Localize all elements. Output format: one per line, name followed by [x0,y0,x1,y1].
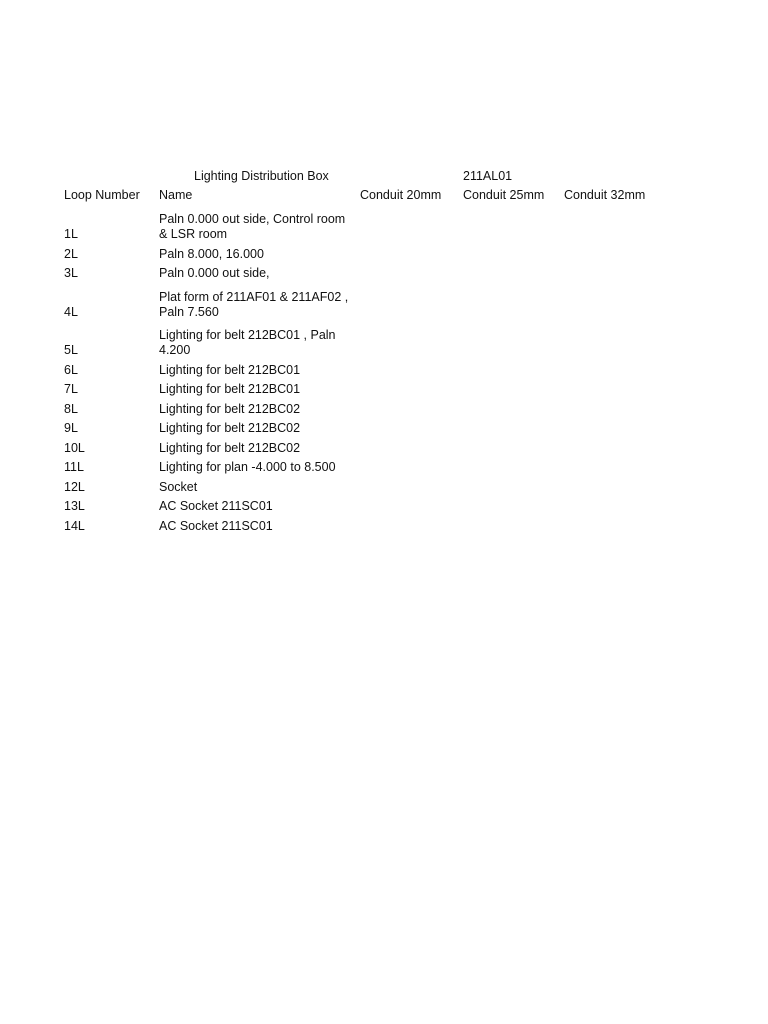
table-row [0,323,768,362]
loop-number-cell: 7L [64,382,78,396]
table-row [0,420,768,440]
table-row [0,361,768,381]
loop-number-cell: 5L [64,343,78,357]
table-row [0,517,768,537]
loop-number-cell: 4L [64,304,78,319]
loop-name-cell: Lighting for belt 212BC02 [159,440,301,455]
loop-number-cell: 10L [64,440,85,455]
table-row [0,439,768,459]
header-loop-number: Loop Number [64,188,140,202]
loop-name-cell: Plat form of 211AF01 & 211AF02 , Paln 7.560 [159,289,349,319]
loop-number-cell: 12L [64,479,85,494]
loop-number-cell: 2L [64,246,78,261]
loop-name-cell: Paln 0.000 out side, [159,266,270,280]
table-row [0,265,768,285]
table-row [0,206,768,245]
loop-number-cell: 1L [64,227,78,241]
table-row [0,381,768,401]
header-name: Name [159,188,193,202]
loop-name-cell: Lighting for belt 212BC01 [159,382,301,396]
table-row [0,400,768,420]
loop-number-cell: 8L [64,401,78,416]
loop-name-cell: AC Socket 211SC01 [159,518,273,533]
loop-number-cell: 13L [64,499,85,513]
table-row [0,478,768,498]
table-row [0,284,768,323]
table-row [0,245,768,265]
loop-table [0,206,768,537]
loop-name-cell: Lighting for plan -4.000 to 8.500 [159,460,336,474]
sheet-title: Lighting Distribution Box [194,169,329,183]
loop-name-cell: Lighting for belt 212BC02 [159,421,301,435]
loop-name-cell: AC Socket 211SC01 [159,499,273,513]
loop-number-cell: 3L [64,266,78,280]
table-row [0,459,768,479]
table-row [0,498,768,518]
loop-number-cell: 14L [64,518,85,533]
loop-number-cell: 6L [64,362,78,377]
loop-name-cell: Lighting for belt 212BC01 [159,362,301,377]
loop-name-cell: Lighting for belt 212BC02 [159,401,301,416]
box-code: 211AL01 [463,169,513,183]
loop-name-cell: Lighting for belt 212BC01 , Paln 4.200 [159,328,336,357]
loop-number-cell: 11L [64,460,84,474]
loop-name-cell: Socket [159,479,198,494]
loop-number-cell: 9L [64,421,78,435]
header-conduit-20mm: Conduit 20mm [360,188,442,202]
header-conduit-25mm: Conduit 25mm [463,188,545,202]
header-conduit-32mm: Conduit 32mm [564,188,646,202]
loop-name-cell: Paln 8.000, 16.000 [159,246,264,261]
loop-name-cell: Paln 0.000 out side, Control room & LSR room [159,212,346,241]
